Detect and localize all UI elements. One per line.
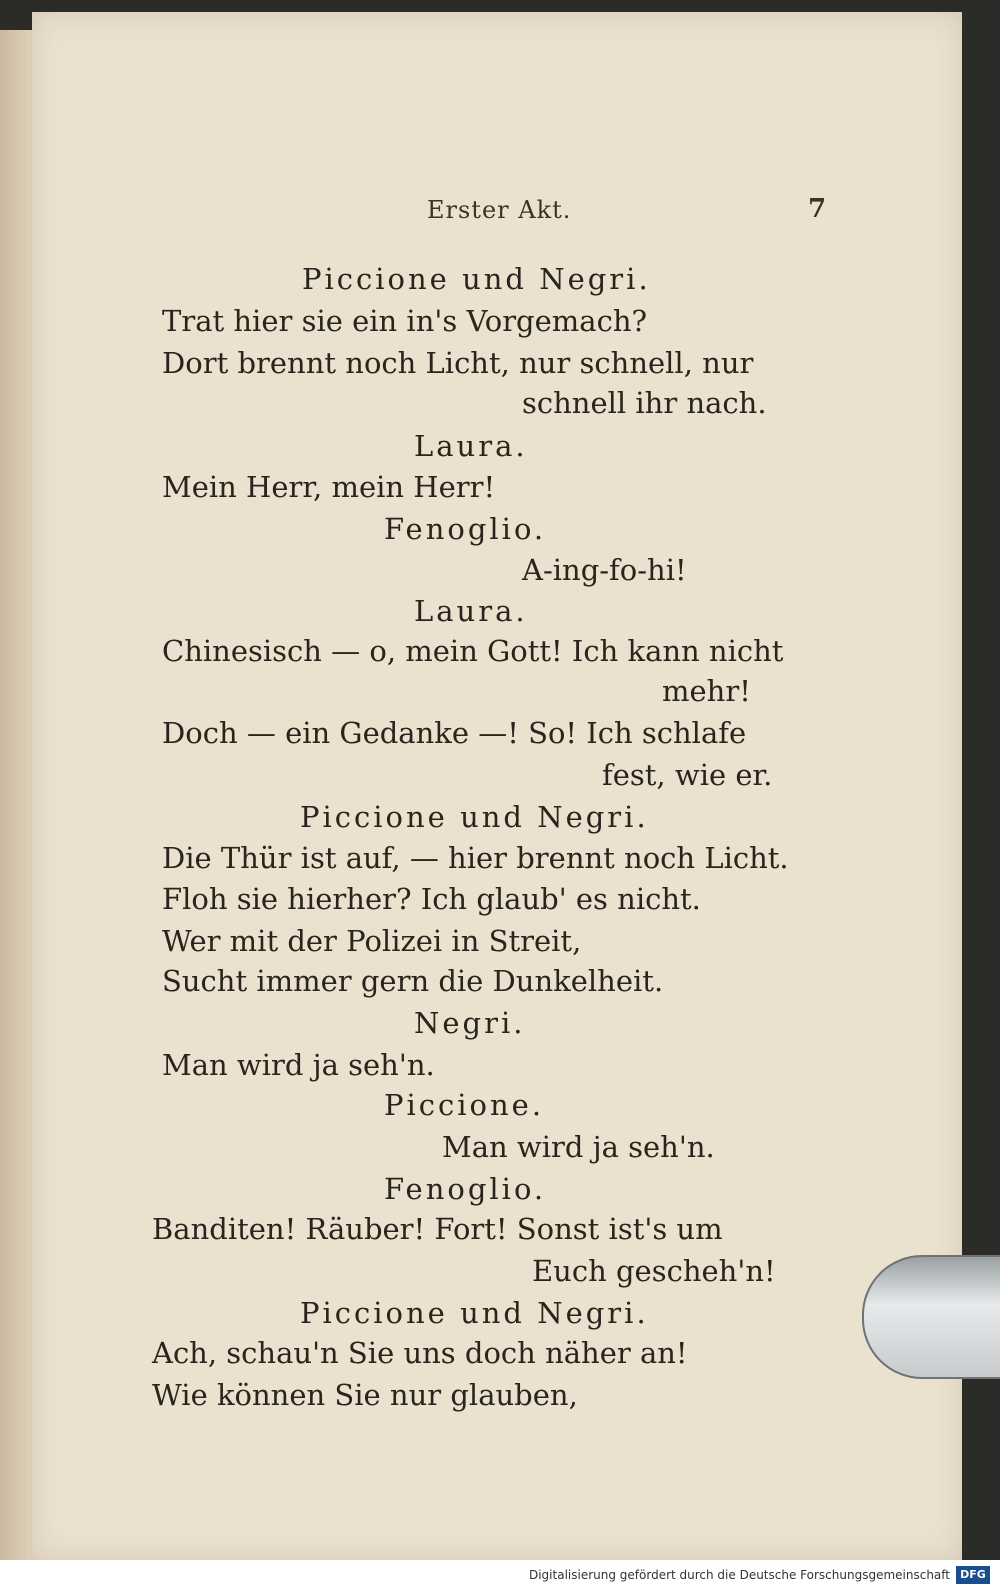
verse-line: Mein Herr, mein Herr! — [162, 470, 496, 504]
verse-line: mehr! — [662, 674, 751, 708]
verse-line: Man wird ja seh'n. — [442, 1130, 715, 1164]
running-title: Erster Akt. — [427, 196, 572, 224]
verse-line: Chinesisch — o, mein Gott! Ich kann nicht — [162, 634, 784, 668]
page-header — [32, 194, 962, 234]
verse-line: Trat hier sie ein in's Vorgemach? — [162, 304, 648, 338]
verse-line: Sucht immer gern die Dunkelheit. — [162, 964, 664, 998]
verse-line: fest, wie er. — [602, 758, 773, 792]
verse-line: Floh sie hierher? Ich glaub' es nicht. — [162, 882, 701, 916]
footer-bar — [0, 1560, 1000, 1592]
funding-credit: Digitalisierung gefördert durch die Deutsche Forschungsgemeinschaft — [528, 1568, 950, 1582]
dfg-logo: DFG — [956, 1566, 990, 1584]
speaker-name: Piccione. — [384, 1088, 545, 1122]
verse-line: schnell ihr nach. — [522, 386, 767, 420]
verse-line: Doch — ein Gedanke —! So! Ich schlafe — [162, 716, 747, 750]
speaker-name: Laura. — [414, 594, 528, 628]
speaker-name: Fenoglio. — [384, 1172, 547, 1206]
verse-line: Dort brennt noch Licht, nur schnell, nur — [162, 346, 754, 380]
page-number: 7 — [808, 194, 827, 224]
verse-line: Wie können Sie nur glauben, — [152, 1378, 578, 1412]
verse-line: A-ing-fo-hi! — [522, 553, 687, 587]
speaker-name: Laura. — [414, 429, 528, 463]
book-page — [32, 12, 962, 1560]
verse-line: Wer mit der Polizei in Streit, — [162, 924, 582, 958]
verse-line: Die Thür ist auf, — hier brennt noch Licht. — [162, 841, 789, 875]
page-clip — [862, 1255, 1000, 1379]
verse-line: Ach, schau'n Sie uns doch näher an! — [152, 1336, 688, 1370]
speaker-name: Piccione und Negri. — [300, 800, 649, 834]
speaker-name: Negri. — [414, 1006, 526, 1040]
speaker-name: Piccione und Negri. — [302, 262, 651, 296]
speaker-name: Fenoglio. — [384, 512, 547, 546]
verse-line: Banditen! Räuber! Fort! Sonst ist's um — [152, 1212, 723, 1246]
verse-line: Man wird ja seh'n. — [162, 1048, 435, 1082]
verse-line: Euch gescheh'n! — [532, 1254, 776, 1288]
speaker-name: Piccione und Negri. — [300, 1296, 649, 1330]
